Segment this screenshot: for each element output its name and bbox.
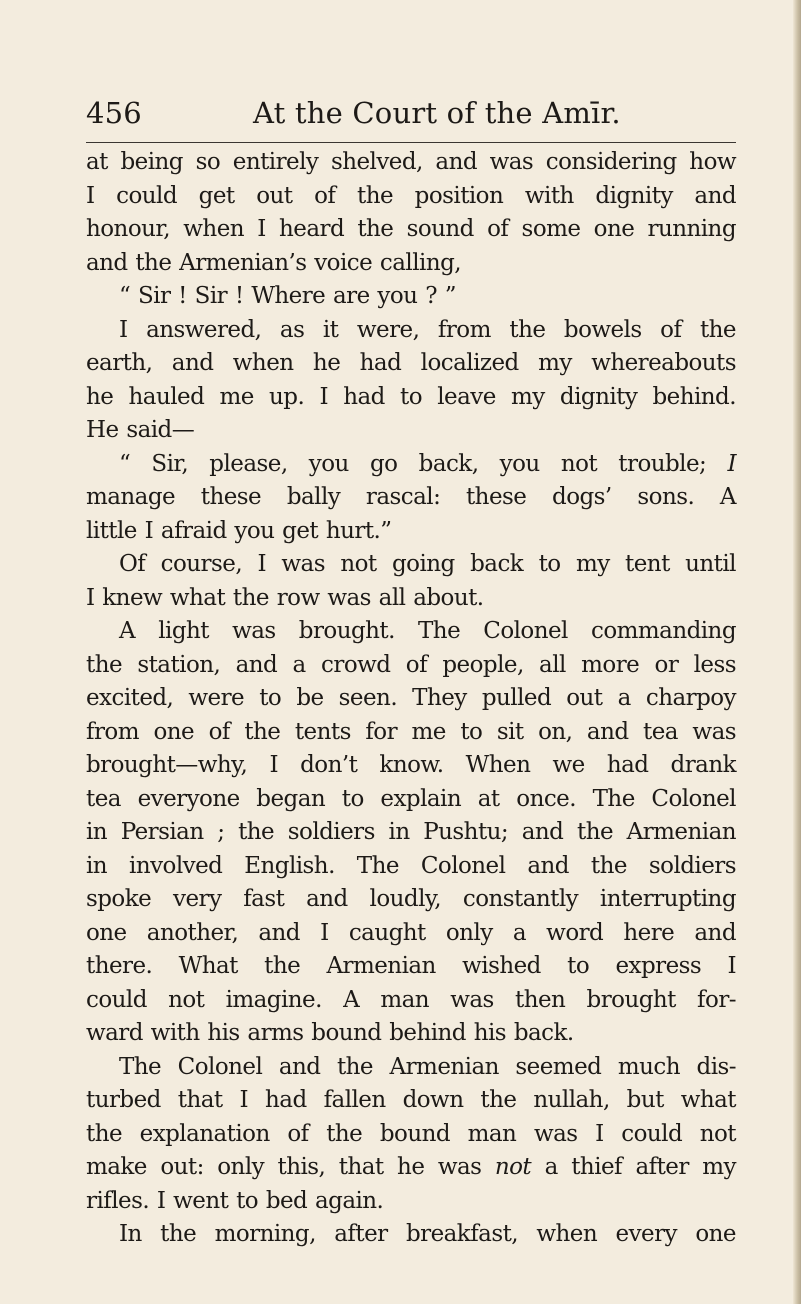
text-line: I knew what the row was all about.	[86, 584, 484, 611]
text-line: tea everyone began to explain at once. The Colonel	[86, 785, 736, 812]
text-line: brought—why, I don’t know. When we had drank	[86, 752, 736, 778]
text-line: A light was brought. The Colonel commanding	[119, 618, 736, 644]
text-line: In the morning, after breakfast, when every one	[119, 1221, 736, 1247]
text-line: could not imagine. A man was then brought for-	[86, 986, 736, 1013]
text-line: the explanation of the bound man was I could not	[86, 1120, 736, 1147]
text-line: one another, and I caught only a word here and	[86, 919, 736, 946]
text-line: earth, and when he had localized my whereabouts	[86, 350, 736, 376]
header-rule	[86, 142, 736, 143]
text-line: he hauled me up. I had to leave my dignity behind.	[86, 383, 736, 410]
text-line: I could get out of the position with dignity and	[86, 182, 736, 209]
text-line: honour, when I heard the sound of some one running	[86, 216, 736, 242]
page-number: 456	[86, 96, 142, 130]
text-line: Of course, I was not going back to my tent until	[119, 551, 736, 577]
page-edge	[793, 0, 801, 1304]
text-line: “ Sir ! Sir ! Where are you ? ”	[119, 283, 456, 309]
text-line: rifles. I went to bed again.	[86, 1187, 384, 1214]
text-line: at being so entirely shelved, and was considering how	[86, 149, 736, 175]
running-title: At the Court of the Amīr.	[253, 96, 621, 130]
text-line: I answered, as it were, from the bowels of the	[119, 316, 736, 343]
text-line: little I afraid you get hurt.”	[86, 517, 392, 544]
running-header	[86, 92, 736, 134]
text-line: ward with his arms bound behind his back.	[86, 1020, 574, 1046]
body-text	[86, 146, 736, 1252]
text-line: there. What the Armenian wished to express I	[86, 953, 736, 979]
text-line: in involved English. The Colonel and the soldiers	[86, 852, 736, 879]
text-line: excited, were to be seen. They pulled out a charpoy	[86, 685, 736, 711]
text-line: and the Armenian’s voice calling,	[86, 249, 462, 276]
text-line: manage these bally rascal: these dogs’ sons. A	[86, 484, 736, 510]
text-line: turbed that I had fallen down the nullah, but what	[86, 1087, 736, 1113]
text-line: the station, and a crowd of people, all more or less	[86, 651, 736, 678]
text-line: The Colonel and the Armenian seemed much dis-	[119, 1053, 736, 1080]
text-line: from one of the tents for me to sit on, and tea was	[86, 718, 736, 745]
text-line: in Persian ; the soldiers in Pushtu; and the Armenian	[86, 819, 736, 845]
text-line: He said—	[86, 417, 195, 443]
text-line: make out: only this, that he was not a thief after my	[86, 1154, 736, 1180]
text-line: spoke very fast and loudly, constantly interrupting	[86, 886, 736, 912]
text-line: “ Sir, please, you go back, you not trouble; I	[119, 450, 736, 477]
